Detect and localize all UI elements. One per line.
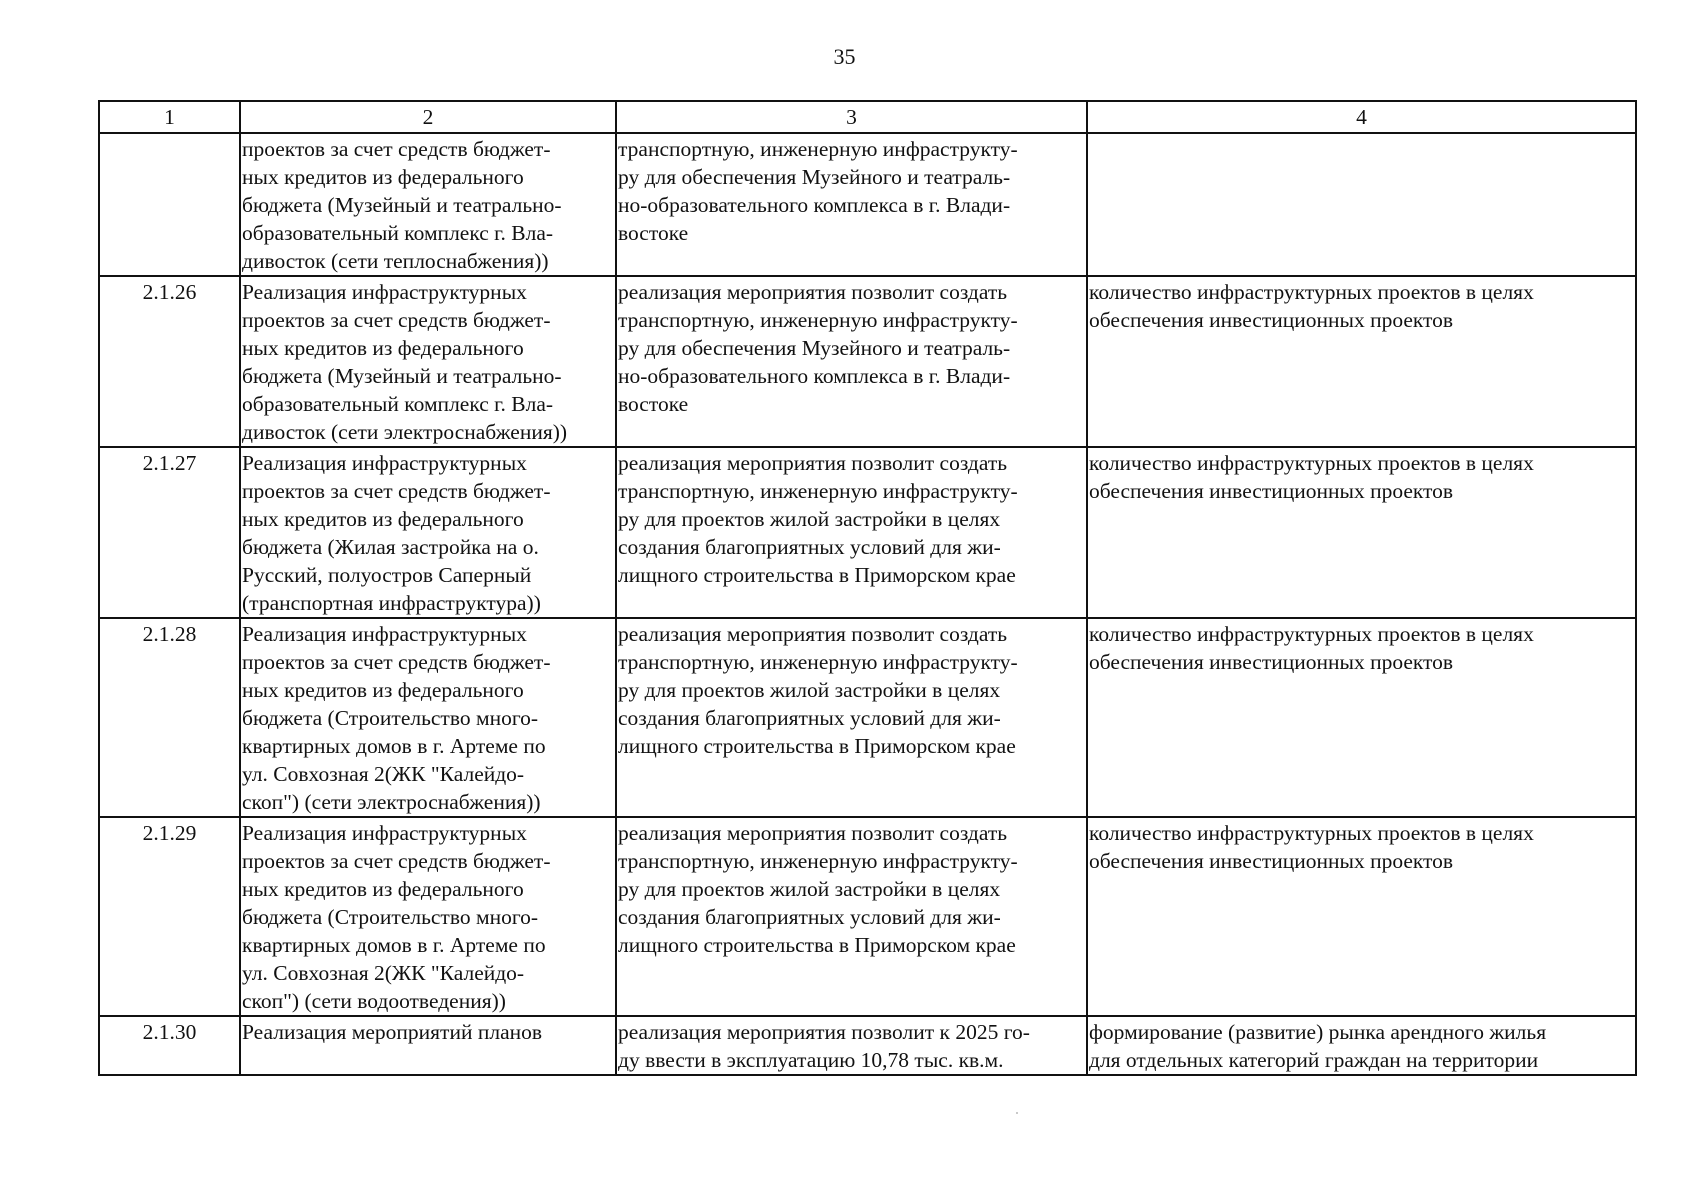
item-number: 2.1.27	[99, 447, 240, 618]
column-header-3: 3	[616, 101, 1087, 133]
measure-name: Реализация инфраструктурных проектов за счет средств бюджет- ных кредитов из федерального бюджета (Музейный и театрально- образовательный комплекс г. Вла- дивосток (сети электроснабжения))	[240, 276, 616, 447]
program-table	[98, 100, 1637, 1076]
measure-name: проектов за счет средств бюджет- ных кредитов из федерального бюджета (Музейный и театрально- образовательный комплекс г. Вла- дивосток (сети теплоснабжения))	[240, 133, 616, 276]
item-number: 2.1.26	[99, 276, 240, 447]
table-row	[99, 447, 1636, 618]
scan-speck	[1016, 1112, 1018, 1114]
column-header-2: 2	[240, 101, 616, 133]
measure-name: Реализация инфраструктурных проектов за счет средств бюджет- ных кредитов из федерального бюджета (Жилая застройка на о. Русский, полуостров Саперный (транспортная инфраструктура))	[240, 447, 616, 618]
indicator: количество инфраструктурных проектов в целях обеспечения инвестиционных проектов	[1087, 447, 1636, 618]
expected-result: реализация мероприятия позволит к 2025 го- ду ввести в эксплуатацию 10,78 тыс. кв.м.	[616, 1016, 1087, 1075]
table-header	[99, 101, 1636, 133]
table-row	[99, 276, 1636, 447]
expected-result: реализация мероприятия позволит создать транспортную, инженерную инфраструкту- ру для проектов жилой застройки в целях создания благоприятных условий для жи- лищного строительства в Приморском крае	[616, 618, 1087, 817]
indicator: формирование (развитие) рынка арендного жилья для отдельных категорий граждан на территории	[1087, 1016, 1636, 1075]
expected-result: транспортную, инженерную инфраструкту- ру для обеспечения Музейного и театраль- но-образовательного комплекса в г. Влади- востоке	[616, 133, 1087, 276]
expected-result: реализация мероприятия позволит создать транспортную, инженерную инфраструкту- ру для проектов жилой застройки в целях создания благоприятных условий для жи- лищного строительства в Приморском крае	[616, 447, 1087, 618]
indicator: количество инфраструктурных проектов в целях обеспечения инвестиционных проектов	[1087, 618, 1636, 817]
table-row	[99, 618, 1636, 817]
header-row	[99, 101, 1636, 133]
indicator	[1087, 133, 1636, 276]
expected-result: реализация мероприятия позволит создать транспортную, инженерную инфраструкту- ру для обеспечения Музейного и театраль- но-образовательного комплекса в г. Влади- востоке	[616, 276, 1087, 447]
measure-name: Реализация инфраструктурных проектов за счет средств бюджет- ных кредитов из федерального бюджета (Строительство много- квартирных домов в г. Артеме по ул. Совхозная 2(ЖК "Калейдо- скоп") (сети водоотведения))	[240, 817, 616, 1016]
table-body	[99, 133, 1636, 1075]
item-number: 2.1.30	[99, 1016, 240, 1075]
indicator: количество инфраструктурных проектов в целях обеспечения инвестиционных проектов	[1087, 817, 1636, 1016]
column-header-4: 4	[1087, 101, 1636, 133]
table-row	[99, 817, 1636, 1016]
measure-name: Реализация мероприятий планов	[240, 1016, 616, 1075]
column-header-1: 1	[99, 101, 240, 133]
item-number: 2.1.29	[99, 817, 240, 1016]
table-row	[99, 133, 1636, 276]
measure-name: Реализация инфраструктурных проектов за счет средств бюджет- ных кредитов из федерального бюджета (Строительство много- квартирных домов в г. Артеме по ул. Совхозная 2(ЖК "Калейдо- скоп") (сети электроснабжения))	[240, 618, 616, 817]
page-number: 35	[833, 44, 856, 69]
expected-result: реализация мероприятия позволит создать транспортную, инженерную инфраструкту- ру для проектов жилой застройки в целях создания благоприятных условий для жи- лищного строительства в Приморском крае	[616, 817, 1087, 1016]
item-number: 2.1.28	[99, 618, 240, 817]
table-row	[99, 1016, 1636, 1075]
indicator: количество инфраструктурных проектов в целях обеспечения инвестиционных проектов	[1087, 276, 1636, 447]
item-number	[99, 133, 240, 276]
